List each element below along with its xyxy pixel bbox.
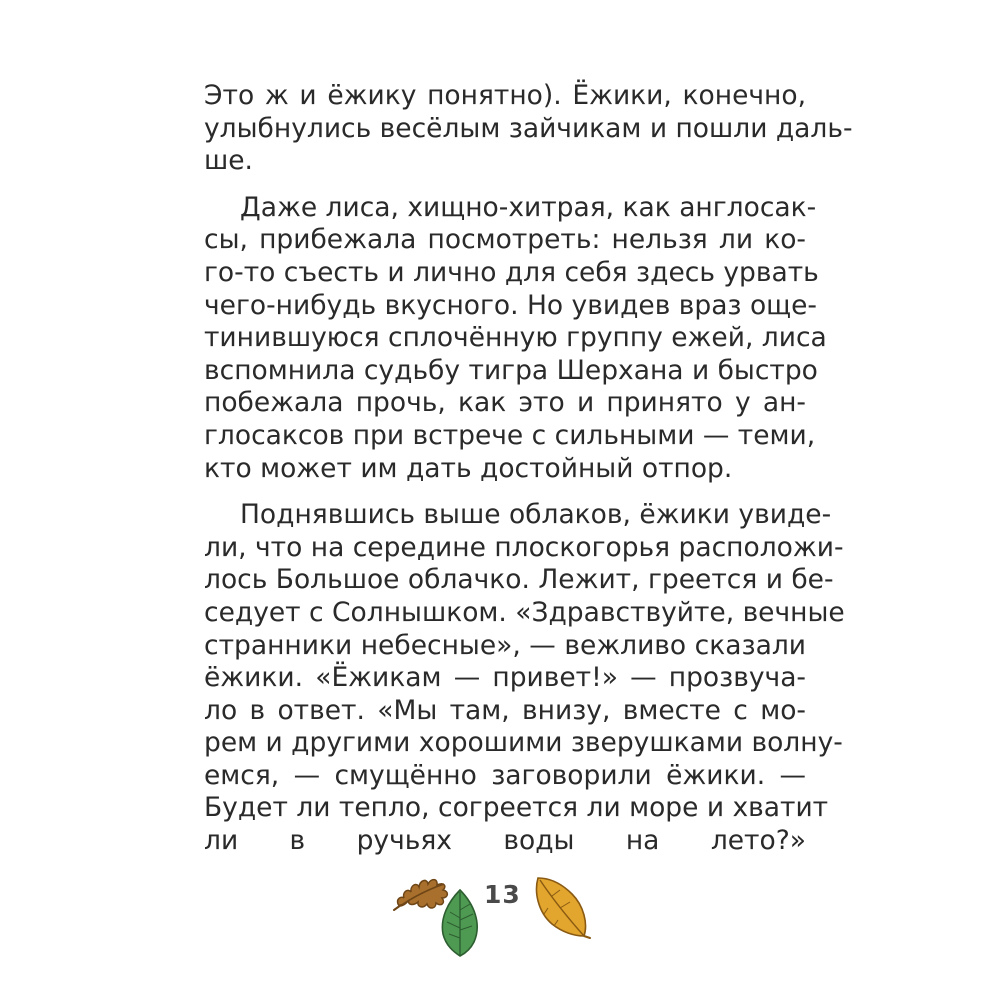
paragraph-1 — [204, 80, 853, 178]
paragraph-2 — [204, 191, 827, 485]
yellow-leaf-icon — [530, 874, 592, 940]
text-line: ли, что на середине плоскогорья расположи- — [204, 531, 844, 563]
text-line: лось Большое облачко. Лежит, греется и бе- — [204, 564, 834, 596]
text-line: ше. — [204, 145, 253, 177]
text-line: седует с Солнышком. «Здравствуйте, вечные — [204, 596, 845, 628]
text-line: ли в ручьях воды на лето?» — [204, 825, 806, 857]
text-line: чего-нибудь вкусного. Но увидев враз още- — [204, 289, 817, 321]
page-number: 13 — [484, 880, 521, 909]
text-line: Поднявшись выше облаков, ёжики увиде- — [240, 499, 832, 531]
green-leaf-icon — [438, 888, 484, 958]
text-line: сы, прибежала посмотреть: нельзя ли ко- — [204, 224, 806, 256]
text-line: Будет ли тепло, согреется ли море и хватит — [204, 792, 829, 824]
text-line: Это ж и ёжику понятно). Ёжики, конечно, — [204, 80, 806, 111]
text-line: странники небесные», — вежливо сказали — [204, 629, 806, 661]
text-line: тинившуюся сплочённую группу ежей, лиса — [204, 322, 827, 354]
text-line: ло в ответ. «Мы там, внизу, вместе с мо- — [204, 694, 806, 726]
text-line: улыбнулись весёлым зайчикам и пошли даль- — [204, 112, 853, 144]
text-line: побежала прочь, как это и принято у ан- — [204, 387, 806, 419]
text-line: кто может им дать достойный отпор. — [204, 452, 733, 484]
page-footer — [0, 860, 1000, 970]
text-line: рем и другими хорошими зверушками волну- — [204, 727, 843, 759]
text-line: ёжики. «Ёжикам — привет!» — прозвуча- — [204, 662, 806, 694]
text-line: Даже лиса, хищно-хитрая, как англосак- — [240, 191, 817, 223]
body-text — [204, 80, 853, 858]
text-line: глосаксов при встрече с сильными — теми, — [204, 419, 816, 451]
paragraph-3 — [204, 499, 845, 858]
text-line: го-то съесть и лично для себя здесь урвать — [204, 256, 819, 288]
text-line: вспомнила судьбу тигра Шерхана и быстро — [204, 354, 818, 386]
text-line: емся, — смущённо заговорили ёжики. — — [204, 759, 806, 791]
